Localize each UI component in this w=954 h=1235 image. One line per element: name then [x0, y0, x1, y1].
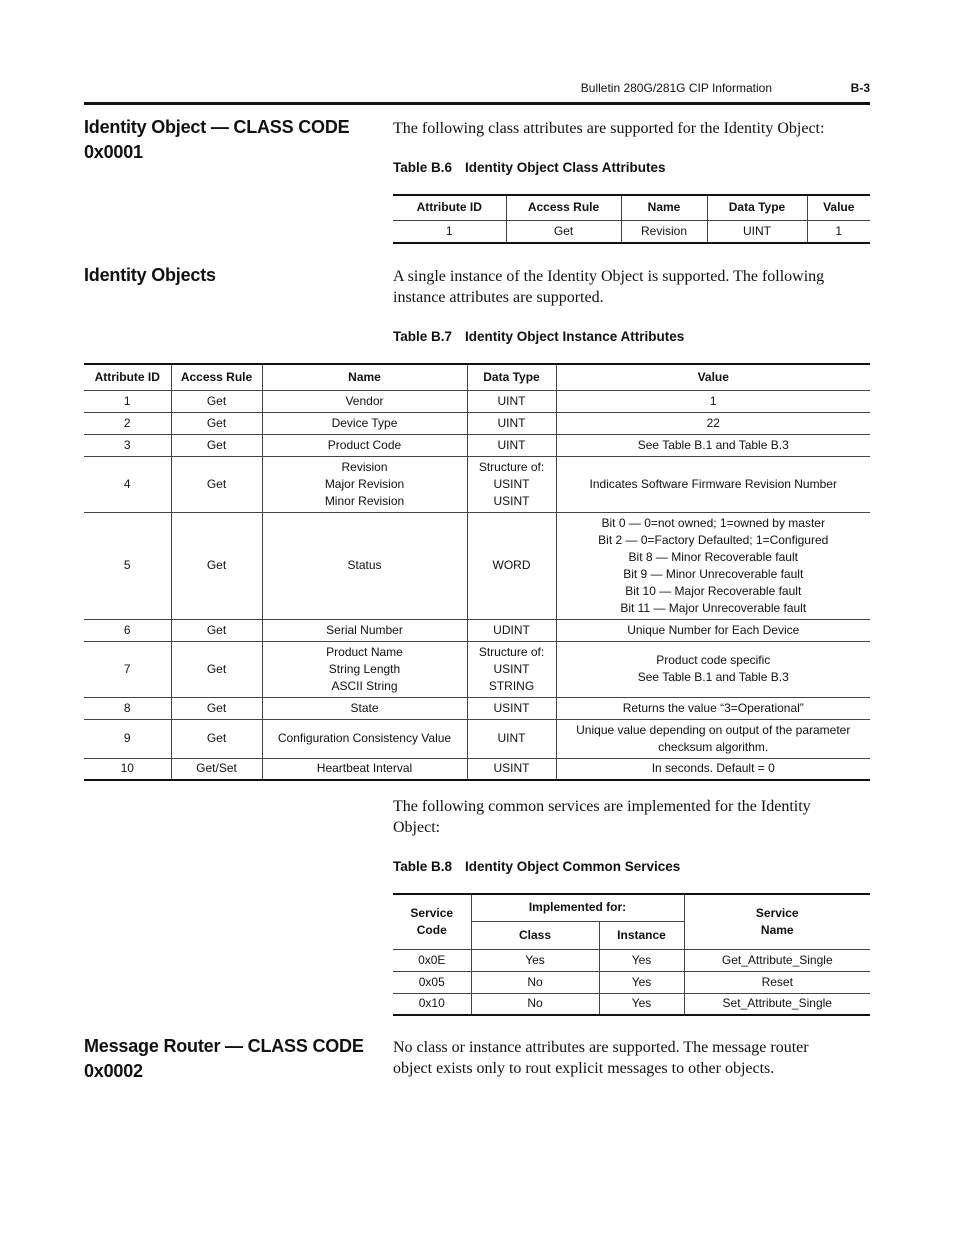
section-heading-identity-objects: Identity Objects — [84, 265, 216, 285]
table-cell-access: Get — [171, 719, 262, 758]
table-cell-id: 3 — [84, 434, 171, 456]
table-row — [84, 719, 870, 758]
table-cell-id: 6 — [84, 619, 171, 641]
table-cell-value: Unique Number for Each Device — [556, 619, 870, 641]
table-row — [84, 641, 870, 697]
column-header-instance: Instance — [599, 921, 684, 949]
identity-class-intro: The following class attributes are supported for the Identity Object: — [393, 120, 825, 137]
table-cell-access: Get — [171, 697, 262, 719]
column-header: Access Rule — [506, 195, 621, 220]
table-cell: 1 — [807, 220, 870, 243]
table-b7-caption: Table B.7 Identity Object Instance Attributes — [393, 329, 685, 344]
column-header: Value — [556, 364, 870, 390]
table-cell-name: Device Type — [262, 412, 467, 434]
table-row — [84, 697, 870, 719]
table-cell: 0x10 — [393, 993, 471, 1015]
table-cell: Reset — [684, 971, 870, 993]
table-cell-name: Heartbeat Interval — [262, 758, 467, 780]
table-cell-value: Product code specific See Table B.1 and Table B.3 — [556, 641, 870, 697]
table-cell-value: See Table B.1 and Table B.3 — [556, 434, 870, 456]
table-cell-id: 8 — [84, 697, 171, 719]
table-b8-caption: Table B.8 Identity Object Common Services — [393, 859, 681, 874]
table-cell-type: UINT — [467, 719, 556, 758]
column-header: Value — [807, 195, 870, 220]
table-cell-value: 1 — [556, 390, 870, 412]
table-cell-id: 1 — [84, 390, 171, 412]
table-cell-value: Returns the value “3=Operational” — [556, 697, 870, 719]
section-heading-identity-class: Identity Object — CLASS CODE 0x0001 — [84, 117, 350, 162]
table-cell-name: Serial Number — [262, 619, 467, 641]
table-cell-name: Revision Major Revision Minor Revision — [262, 456, 467, 512]
table-row — [393, 993, 870, 1015]
column-header-service-name: Service Name — [684, 894, 870, 949]
column-header-class: Class — [471, 921, 599, 949]
table-row — [393, 971, 870, 993]
table-cell-id: 9 — [84, 719, 171, 758]
table-cell-access: Get — [171, 456, 262, 512]
page-number: B-3 — [850, 81, 870, 95]
table-row — [84, 412, 870, 434]
message-router-text: No class or instance attributes are supported. The message router object exists only to rout explicit messages to other objects. — [393, 1039, 809, 1077]
table-cell-value: Bit 0 — 0=not owned; 1=owned by master Bit 2 — 0=Factory Defaulted; 1=Configured Bit 8 — Minor Recoverable fault Bit 9 — Minor Unrecoverable fault Bit 10 — Major Recoverable fault Bit 11 — Major Unrecoverable fault — [556, 512, 870, 619]
table-cell: Yes — [471, 949, 599, 971]
table-cell-id: 10 — [84, 758, 171, 780]
table-row — [84, 758, 870, 780]
table-cell-access: Get — [171, 619, 262, 641]
table-cell: 1 — [393, 220, 506, 243]
table-cell: 0x05 — [393, 971, 471, 993]
running-title: Bulletin 280G/281G CIP Information — [580, 81, 772, 95]
table-row — [84, 512, 870, 619]
table-cell-name: Product Code — [262, 434, 467, 456]
table-cell-access: Get — [171, 412, 262, 434]
table-cell: UINT — [707, 220, 807, 243]
table-cell-type: Structure of: USINT STRING — [467, 641, 556, 697]
table-cell-type: UINT — [467, 412, 556, 434]
table-cell-id: 2 — [84, 412, 171, 434]
table-cell-name: Status — [262, 512, 467, 619]
table-row — [84, 390, 870, 412]
table-row — [393, 949, 870, 971]
table-cell-type: WORD — [467, 512, 556, 619]
table-cell-value: Unique value depending on output of the parameter checksum algorithm. — [556, 719, 870, 758]
table-b6-caption: Table B.6 Identity Object Class Attributes — [393, 160, 666, 175]
table-cell-id: 7 — [84, 641, 171, 697]
table-cell-type: UDINT — [467, 619, 556, 641]
column-header: Attribute ID — [84, 364, 171, 390]
table-cell-value: In seconds. Default = 0 — [556, 758, 870, 780]
table-cell: No — [471, 971, 599, 993]
column-header: Name — [621, 195, 707, 220]
table-cell: Yes — [599, 993, 684, 1015]
column-header: Access Rule — [171, 364, 262, 390]
table-b8 — [393, 893, 870, 1016]
table-b7 — [84, 363, 870, 781]
table-cell-access: Get — [171, 390, 262, 412]
column-header-implemented: Implemented for: — [471, 894, 684, 921]
table-cell-value: Indicates Software Firmware Revision Number — [556, 456, 870, 512]
table-row — [84, 434, 870, 456]
table-cell-id: 4 — [84, 456, 171, 512]
table-cell-name: State — [262, 697, 467, 719]
table-cell: Get_Attribute_Single — [684, 949, 870, 971]
table-cell: Revision — [621, 220, 707, 243]
table-cell-type: USINT — [467, 697, 556, 719]
table-cell: Get — [506, 220, 621, 243]
table-row — [84, 456, 870, 512]
column-header: Name — [262, 364, 467, 390]
table-cell-value: 22 — [556, 412, 870, 434]
table-cell-type: UINT — [467, 434, 556, 456]
table-cell-type: UINT — [467, 390, 556, 412]
table-cell: Yes — [599, 949, 684, 971]
section-heading-message-router: Message Router — CLASS CODE 0x0002 — [84, 1036, 364, 1081]
table-cell: Yes — [599, 971, 684, 993]
header-rule — [84, 102, 870, 105]
table-cell-id: 5 — [84, 512, 171, 619]
column-header: Attribute ID — [393, 195, 506, 220]
table-cell: No — [471, 993, 599, 1015]
identity-objects-intro: A single instance of the Identity Object is supported. The following instance attributes are supported. — [393, 268, 825, 306]
table-row — [84, 619, 870, 641]
table-row — [393, 220, 870, 243]
table-cell-access: Get — [171, 641, 262, 697]
table-cell-access: Get — [171, 434, 262, 456]
column-header: Data Type — [467, 364, 556, 390]
table-cell-name: Product Name String Length ASCII String — [262, 641, 467, 697]
table-cell: 0x0E — [393, 949, 471, 971]
table-cell-name: Vendor — [262, 390, 467, 412]
column-header-service-code: Service Code — [393, 894, 471, 949]
table-cell-type: Structure of: USINT USINT — [467, 456, 556, 512]
table-b6 — [393, 194, 870, 244]
services-intro: The following common services are implemented for the Identity Object: — [393, 798, 811, 836]
column-header: Data Type — [707, 195, 807, 220]
table-cell: Set_Attribute_Single — [684, 993, 870, 1015]
table-cell-access: Get/Set — [171, 758, 262, 780]
table-cell-name: Configuration Consistency Value — [262, 719, 467, 758]
page-header — [84, 78, 870, 98]
table-cell-type: USINT — [467, 758, 556, 780]
table-cell-access: Get — [171, 512, 262, 619]
